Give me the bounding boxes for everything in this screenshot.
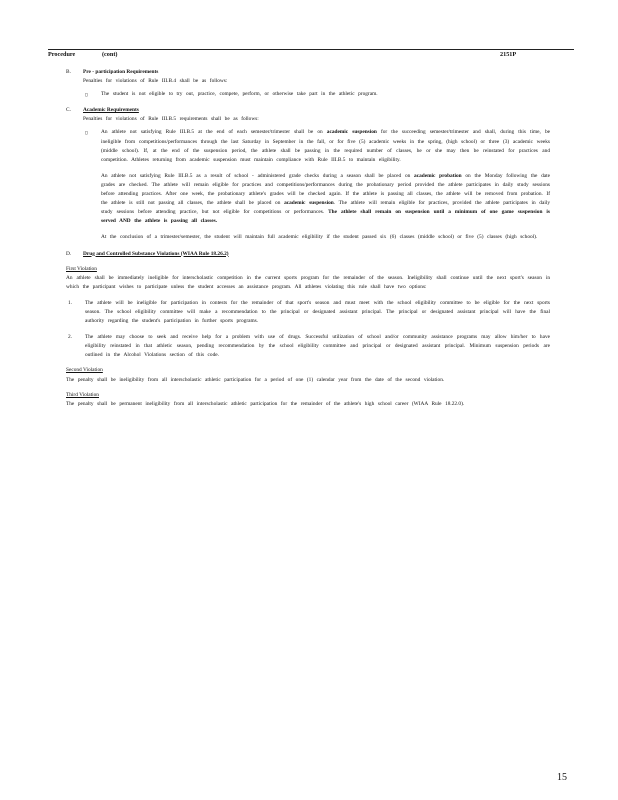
section-d-body xyxy=(66,265,550,409)
section-d-title: Drug and Controlled Substance Violations (WIAA Rule 18.26.2) xyxy=(83,250,229,257)
page-header xyxy=(48,50,572,61)
section-b xyxy=(66,68,550,99)
section-b-intro: Penalties for violations of Rule III.B.4 shall be as follows: xyxy=(83,78,228,85)
header-policy-number: 2151P xyxy=(500,51,517,58)
section-b-bullet-text: The student is not eligible to try out, practice, compete, perform, or otherwise take part in the athletic program. xyxy=(101,91,378,98)
p1-bold: academic suspension xyxy=(326,129,377,136)
section-b-label: B. xyxy=(66,69,71,75)
section-c xyxy=(66,106,550,242)
academic-suspension-paragraph xyxy=(101,128,550,164)
option-2 xyxy=(66,333,550,360)
section-c-label: C. xyxy=(66,107,71,114)
academic-probation-paragraph xyxy=(101,172,550,227)
section-c-bullet xyxy=(83,128,550,242)
p2-text-c: . The athlete will remain eligible for practices, provided the athlete participates in daily study sessions before attending practice, but not eligible for competitions or performances. xyxy=(101,200,550,216)
first-violation-text: An athlete shall be immediately ineligible for interscholastic competition in the current sports program for the remainder of the season. Ineligibility shall continue until the next sport's season in which the participant wishes to participate unless the student accesses an assistance program. All athletes violating this rule shall have two options: xyxy=(66,274,550,290)
option-2-text: The athlete may choose to seek and receive help for a problem with use of drugs. Successful utilization of school and/or community assistance programs may allow him/her to have eligibility reinstated in that athletic season, pending recommendation by the school eligibility committee and principal or designated assistant principal. Minimum suspension periods are outlined in the Alcohol Violations section of this code. xyxy=(85,334,550,359)
option-1-text: The athlete will be ineligible for participation in contests for the remainder of that sport's season and must meet with the school eligibility committee to be eligible for the next sports season. The school eligibility committee will make a recommendation to the principal or designated assistant principal. The principal or designated assistant principal will have the final authority regarding the student's participation in further sports programs. xyxy=(85,299,550,325)
bullet-icon: ▯ xyxy=(85,130,88,136)
p2-bold-3: The athlete shall remain on suspension until a minimum of one game suspension is served AND the athlete is passing all classes. xyxy=(101,209,550,225)
section-c-intro: Penalties for violations of Rule III.B.5 requirements shall be as follows: xyxy=(83,116,259,123)
third-violation-text: The penalty shall be permanent ineligibility from all interscholastic athletic participation for the remainder of the athlete's high school career (WIAA Rule 18.22.0). xyxy=(66,400,465,407)
page-number: 15 xyxy=(557,772,567,783)
document-body xyxy=(66,68,550,409)
header-procedure: Procedure xyxy=(48,51,76,58)
section-d xyxy=(66,250,550,259)
p1-text-a: An athlete not satisfying Rule III.B.5 at the end of each semester/trimester shall be on xyxy=(101,129,327,136)
option-1-number: 1. xyxy=(68,299,73,306)
section-c-title: Academic Requirements xyxy=(83,107,139,114)
bullet-icon: ▯ xyxy=(85,92,88,98)
section-b-title: Pre - participation Requirements xyxy=(83,69,159,75)
p2-bold-1: academic probation xyxy=(414,172,462,179)
p2-bold-2: academic suspension xyxy=(284,200,334,207)
second-violation-text: The penalty shall be ineligibility from all interscholastic athletic participation for a period of one (1) calendar year from the date of the second violation. xyxy=(66,376,445,383)
full-eligibility-paragraph: At the conclusion of a trimester/semester, the student will maintain full academic eligibility if the student passed six (6) classes (middle school) or five (5) classes (high school). xyxy=(101,234,538,241)
p2-text-a: An athlete not satisfying Rule III.B.5 as a result of school - administered grade checks during a season shall be placed on xyxy=(101,172,415,179)
section-d-label: D. xyxy=(66,250,72,257)
third-violation-heading: Third Violation xyxy=(66,391,99,398)
p1-text-b: for the succeeding semester/trimester and shall, during this time, be ineligible from competitions/performances through the last Saturday in September in the fall, or for five (5) academic weeks in the spring, (high school) or three (3) academic weeks (middle school). If, at the end of the suspension period, the athlete shall be passing in the required number of classes, he or she may then be reinstated for practices and competition. Athletes returning from academic suspension must maintain compliance with Rule III.B.5 to maintain eligibility. xyxy=(101,129,550,163)
second-violation-heading: Second Violation xyxy=(66,367,103,374)
section-b-bullet xyxy=(83,90,550,99)
option-1 xyxy=(66,299,550,326)
option-2-number: 2. xyxy=(68,334,73,341)
p2-text-b: on the Monday following the date grades are checked. The athlete will remain eligible for practices and competitions/performances during the probationary period provided the athlete participates in daily study sessions before attending practices. After one week, the probationary athlete's grades will be checked again. If the athlete is passing all classes, the athlete will be removed from probation. If the athlete is still not passing all classes, the athlete shall be placed on xyxy=(101,172,551,207)
first-violation-heading: First Violation xyxy=(66,265,97,272)
header-cont: (cont) xyxy=(102,51,118,58)
